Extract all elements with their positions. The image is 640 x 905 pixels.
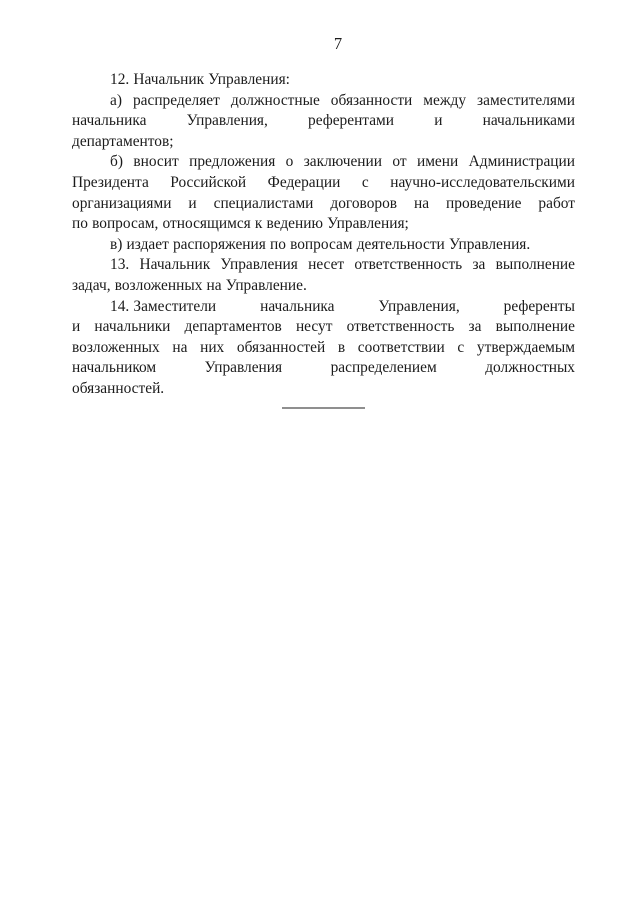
para14-number-group: 14. Заместители <box>110 297 217 315</box>
text-line-para-a-3: департаментов; <box>72 132 174 150</box>
text-line-para-b-2: Президента Российской Федерации с научно-исследовательскими <box>72 173 575 191</box>
text-line-para-a-1: а) распределяет должностные обязанности между заместителями <box>110 91 575 109</box>
text-line-para-b-1: б) вносит предложения о заключении от имени Администрации <box>110 153 575 171</box>
para14-line1-rest: начальника Управления, референты <box>216 297 575 315</box>
text-line-para14-4: начальником Управления распределением должностных <box>72 359 575 377</box>
text-line-para14-2: и начальники департаментов несут ответственность за выполнение <box>72 318 575 336</box>
text-line-para14-5: обязанностей. <box>72 379 165 397</box>
text-line-para-b-4: по вопросам, относящимся к ведению Управления; <box>72 215 409 233</box>
end-divider-rule <box>282 407 365 409</box>
text-line-para14-1 <box>72 297 575 318</box>
text-line-para-v: в) издает распоряжения по вопросам деятельности Управления. <box>110 235 531 253</box>
text-line-para13-2: задач, возложенных на Управление. <box>72 276 307 294</box>
text-line-para13-1: 13. Начальник Управления несет ответственность за выполнение <box>110 256 575 274</box>
document-body <box>72 70 575 409</box>
text-line-para14-3: возложенных на них обязанностей в соответствии с утверждаемым <box>72 338 575 356</box>
text-line-para12: 12. Начальник Управления: <box>110 71 290 88</box>
text-line-para-a-2: начальника Управления, референтами и начальниками <box>72 112 575 130</box>
page-number: 7 <box>333 34 343 53</box>
text-line-para-b-3: организациями и специалистами договоров на проведение работ <box>72 194 575 212</box>
